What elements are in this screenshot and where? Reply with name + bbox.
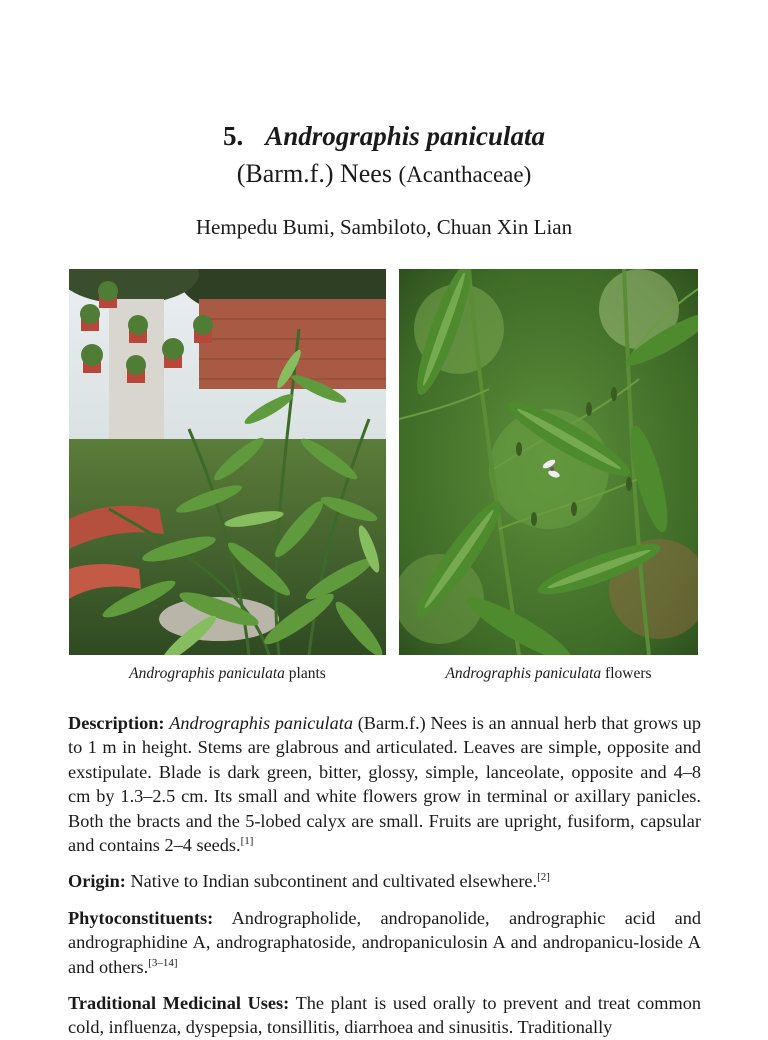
plants-photo-image: [69, 269, 386, 655]
plants-caption: [69, 664, 386, 684]
flowers-caption-suffix: flowers: [605, 665, 652, 682]
flowers-photo: [399, 269, 698, 655]
origin-paragraph: [68, 869, 701, 893]
plants-caption-suffix: plants: [288, 665, 326, 682]
description-text: (Barm.f.) Nees is an annual herb that grows up to 1 m in height. Stems are glabrous and articulated. Leaves are simple, opposite and exstipulate. Blade is dark green, bitter, glossy, simple, lanceolate, opposite and 4–8 cm by 1.3–2.5 cm. Its small and white flowers grow in terminal or axillary panicles. Both the bracts and the 5-lobed calyx are small. Fruits are upright, fusiform, capsular and contains 2–4 seeds.: [68, 713, 701, 856]
species-name: Andrographis paniculata: [265, 121, 546, 151]
description-paragraph: [68, 711, 701, 857]
phytoconstituents-heading: Phytoconstituents:: [68, 908, 214, 928]
family-name: (Acanthaceae): [398, 162, 532, 187]
origin-ref: [2]: [537, 871, 550, 883]
phytoconstituents-ref: [3–14]: [148, 956, 178, 969]
chapter-number: 5.: [222, 121, 244, 151]
species-authority: (Barm.f.) Nees: [236, 159, 392, 188]
plants-caption-species: Andrographis paniculata: [129, 665, 285, 682]
traditional-uses-heading: Traditional Medicinal Uses:: [68, 993, 290, 1013]
chapter-subtitle: [0, 157, 768, 192]
description-species: Andrographis paniculata: [169, 713, 353, 733]
chapter-title: [0, 118, 768, 154]
origin-heading: Origin:: [68, 871, 126, 891]
flowers-caption-species: Andrographis paniculata: [445, 665, 602, 682]
description-ref: [1]: [240, 835, 254, 848]
flowers-photo-image: [399, 269, 698, 655]
traditional-uses-paragraph: [68, 991, 701, 1040]
origin-text: Native to Indian subcontinent and cultivated elsewhere.: [130, 871, 538, 891]
common-names: Hempedu Bumi, Sambiloto, Chuan Xin Lian: [195, 215, 573, 239]
phytoconstituents-text: Andrographolide, andropanolide, andrographic acid and andrographidine A, andrographatoside, andropaniculosin A and andropanicu-loside A and others.: [68, 908, 702, 977]
plants-photo: [69, 269, 386, 655]
flowers-caption: [399, 664, 698, 684]
description-heading: Description:: [68, 713, 165, 733]
traditional-uses-text: The plant is used orally to prevent and treat common cold, influenza, dyspepsia, tonsillitis, diarrhoea and sinusitis. Traditionally: [68, 993, 701, 1038]
phytoconstituents-paragraph: [68, 906, 701, 979]
